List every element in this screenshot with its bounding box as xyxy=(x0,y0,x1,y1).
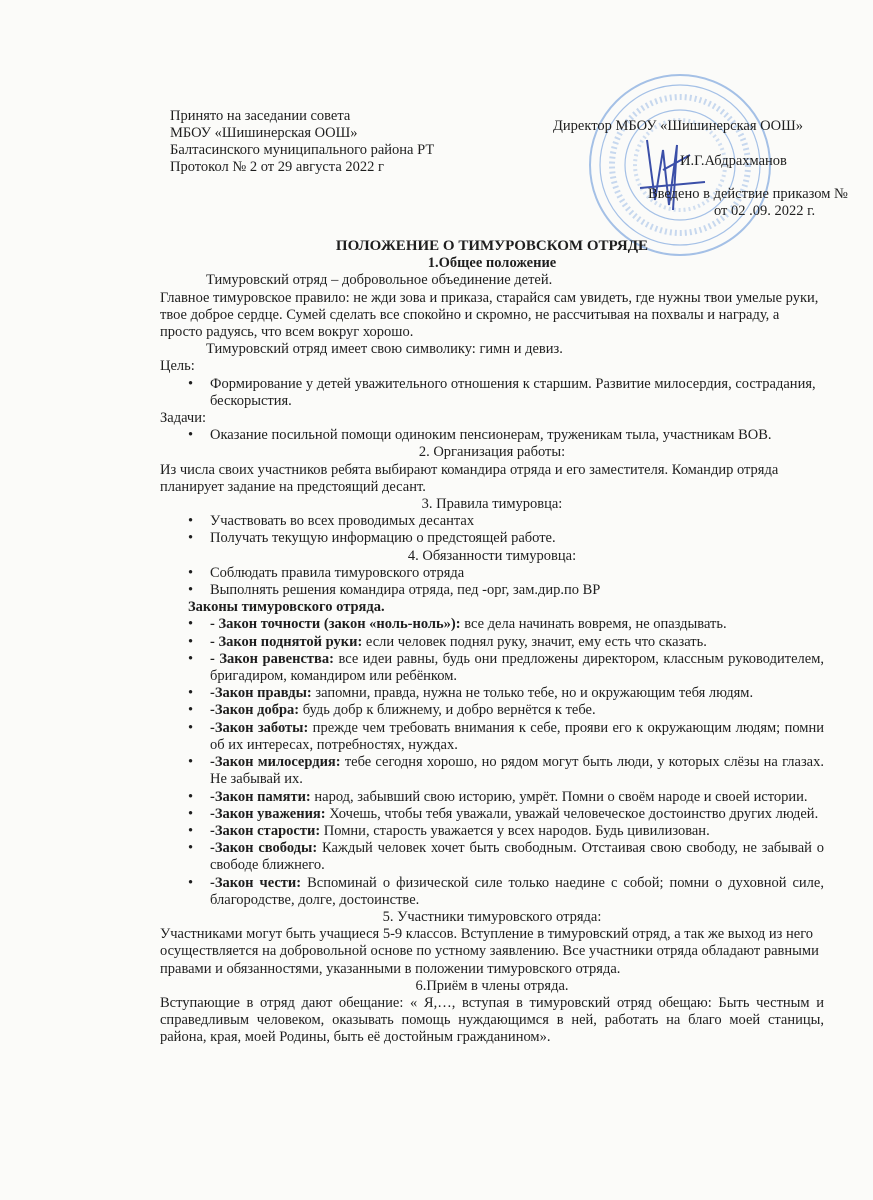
tasks-label: Задачи: xyxy=(160,410,207,427)
laws-heading: Законы тимуровского отряда. xyxy=(188,599,385,616)
order-label: Введено в действие приказом № xyxy=(648,186,848,202)
approval-line: Балтасинского муниципального района РТ xyxy=(170,142,435,158)
order-date: от 02 .09. 2022 г. xyxy=(714,203,816,219)
law-item: • -Закон свободы: Каждый человек хочет быть свободным. Отстаивая свою свободу, не забывай о свободе ближнего. xyxy=(160,840,824,874)
document-body xyxy=(160,238,824,1047)
law-item: • - Закон точности (закон «ноль-ноль»): все дела начинать вовремя, не опаздывать. xyxy=(160,616,824,633)
law-item: • - Закон поднятой руки: если человек поднял руку, значит, ему есть что сказать. xyxy=(160,634,824,651)
paragraph: Тимуровский отряд имеет свою символику: гимн и девиз. xyxy=(206,341,563,358)
section-heading: 6.Приём в члены отряда. xyxy=(415,977,569,994)
approval-line: Протокол № 2 от 29 августа 2022 г xyxy=(170,159,384,175)
goal-label: Цель: xyxy=(160,358,195,375)
list-item: • Соблюдать правила тимуровского отряда xyxy=(160,565,824,582)
document-title: ПОЛОЖЕНИЕ О ТИМУРОВСКОМ ОТРЯДЕ xyxy=(335,238,649,254)
law-item: • -Закон добра: будь добр к ближнему, и добро вернётся к тебе. xyxy=(160,702,824,719)
list-item: • Получать текущую информацию о предстоящей работе. xyxy=(160,530,824,547)
approval-line: Принято на заседании совета xyxy=(170,108,351,124)
law-item: • -Закон милосердия: тебе сегодня хорошо, но рядом могут быть люди, у которых слёзы на глазах. Не забывай их. xyxy=(160,754,824,788)
paragraph: Из числа своих участников ребята выбирают командира отряда и его заместителя. Командир отряда планирует задание на предстоящий десант. xyxy=(160,461,779,495)
paragraph: Тимуровский отряд – добровольное объединение детей. xyxy=(206,272,553,289)
section-heading: 4. Обязанности тимуровца: xyxy=(407,547,577,564)
list-item: • Формирование у детей уважительного отношения к старшим. Развитие милосердия, сострадания, бескорыстия. xyxy=(160,376,824,410)
law-item: • -Закон памяти: народ, забывший свою историю, умрёт. Помни о своём народе и своей истории. xyxy=(160,789,824,806)
law-item: • -Закон уважения: Хочешь, чтобы тебя уважали, уважай человеческое достоинство других людей. xyxy=(160,806,824,823)
law-item: • -Закон старости: Помни, старость уважается у всех народов. Будь цивилизован. xyxy=(160,823,824,840)
director-name: И.Г.Абдрахманов xyxy=(680,153,787,169)
law-item: • - Закон равенства: все идеи равны, будь они предложены директором, классным руководителем, бригадиром, командиром или ребёнком. xyxy=(160,651,824,685)
section-heading: 3. Правила тимуровца: xyxy=(421,496,563,513)
law-item: • -Закон правды: запомни, правда, нужна не только тебе, но и окружающим тебя людям. xyxy=(160,685,824,702)
section-heading: 1.Общее положение xyxy=(427,255,557,272)
paragraph: Участниками могут быть учащиеся 5-9 классов. Вступление в тимуровский отряд, а так же выход из него осуществляется на добровольной основе по устному заявлению. Все участники отряда обладают равными правами и обязанностями, указанными в положении тимуровского отряда. xyxy=(160,926,819,977)
approval-line: МБОУ «Шишинерская ООШ» xyxy=(170,125,358,141)
laws-list xyxy=(160,616,824,908)
director-title: Директор МБОУ «Шишинерская ООШ» xyxy=(553,118,803,134)
list-item: • Выполнять решения командира отряда, пед -орг, зам.дир.по ВР xyxy=(160,582,824,599)
law-item: • -Закон чести: Вспоминай о физической силе только наедине с собой; помни о духовной силе, благородстве, долге, достоинстве. xyxy=(160,875,824,909)
list-item: • Участвовать во всех проводимых десантах xyxy=(160,513,824,530)
paragraph: Главное тимуровское правило: не жди зова и приказа, старайся сам увидеть, где нужны твои умелые руки, твое доброе сердце. Сумей сделать все спокойно и скромно, не рассчитывая на похвалы и награду, а просто радуясь, что всем вокруг хорошо. xyxy=(160,289,819,341)
section-heading: 5. Участники тимуровского отряда: xyxy=(382,908,602,925)
approval-block xyxy=(170,108,434,176)
law-item: • -Закон заботы: прежде чем требовать внимания к себе, прояви его к окружающим людям; помни об их интересах, потребностях, нуждах. xyxy=(160,720,824,754)
paragraph: Вступающие в отряд дают обещание: « Я,…, вступая в тимуровский отряд обещаю: Быть честным и справедливым человеком, оказывать помощь нуждающимся в ней, работать на благо моей станицы, района, края, моей Родины, быть её достойным гражданином». xyxy=(160,994,824,1046)
section-heading: 2. Организация работы: xyxy=(418,444,566,461)
list-item: • Оказание посильной помощи одиноким пенсионерам, труженикам тыла, участникам ВОВ. xyxy=(160,427,824,444)
